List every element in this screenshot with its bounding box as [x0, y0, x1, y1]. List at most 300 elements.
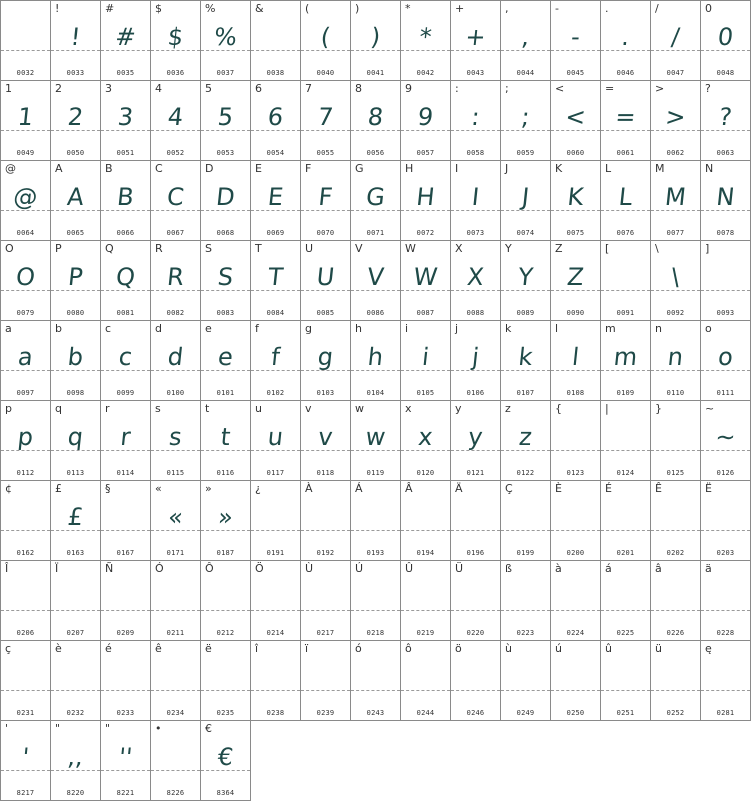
font-glyph: K: [566, 183, 585, 211]
reference-character: p: [5, 402, 12, 415]
reference-character: h: [355, 322, 362, 335]
reference-character: z: [505, 402, 511, 415]
glyph-cell: [400, 160, 451, 241]
character-code: 0105: [416, 389, 435, 397]
baseline-guide: [401, 370, 450, 371]
reference-character: ü: [655, 642, 662, 655]
character-code: 0238: [266, 709, 285, 717]
reference-character: f: [255, 322, 259, 335]
character-code: 0035: [116, 69, 135, 77]
baseline-guide: [151, 130, 200, 131]
reference-character: Ü: [455, 562, 464, 575]
baseline-guide: [201, 370, 250, 371]
font-glyph: 0: [716, 23, 735, 51]
font-glyph: W: [412, 263, 439, 291]
baseline-guide: [1, 770, 50, 771]
glyph-cell: [150, 480, 201, 561]
baseline-guide: [1, 50, 50, 51]
font-glyph: .: [620, 23, 631, 51]
reference-character: y: [455, 402, 462, 415]
baseline-guide: [701, 130, 750, 131]
character-code: 0111: [716, 389, 735, 397]
reference-character: Q: [105, 242, 114, 255]
reference-character: À: [305, 482, 313, 495]
font-glyph: N: [715, 183, 736, 211]
glyph-cell: [0, 320, 51, 401]
glyph-cell: [250, 0, 301, 81]
character-code: 0061: [616, 149, 635, 157]
character-code: 0104: [366, 389, 385, 397]
reference-character: 0: [705, 2, 712, 15]
character-code: 0109: [616, 389, 635, 397]
reference-character: Ó: [155, 562, 164, 575]
baseline-guide: [51, 210, 100, 211]
reference-character: E: [255, 162, 262, 175]
baseline-guide: [1, 290, 50, 291]
glyph-cell: [650, 160, 701, 241]
character-code: 0060: [566, 149, 585, 157]
character-code: 0116: [216, 469, 235, 477]
font-glyph: ): [369, 23, 382, 51]
baseline-guide: [51, 370, 100, 371]
reference-character: «: [155, 482, 162, 495]
character-code: 0051: [116, 149, 135, 157]
baseline-guide: [251, 530, 300, 531]
glyph-cell: [500, 640, 551, 721]
reference-character: P: [55, 242, 62, 255]
character-code: 0080: [66, 309, 85, 317]
reference-character: 2: [55, 82, 62, 95]
glyph-cell: [500, 80, 551, 161]
baseline-guide: [551, 530, 600, 531]
baseline-guide: [1, 450, 50, 451]
character-code: 0037: [216, 69, 235, 77]
font-glyph: <: [563, 103, 588, 131]
reference-character: ö: [455, 642, 462, 655]
baseline-guide: [151, 770, 200, 771]
character-code: 0226: [666, 629, 685, 637]
reference-character: m: [605, 322, 616, 335]
glyph-cell: [100, 720, 151, 801]
reference-character: •: [155, 722, 162, 735]
character-code: 0082: [166, 309, 185, 317]
character-code: 0194: [416, 549, 435, 557]
reference-character: ': [5, 722, 9, 735]
glyph-cell: [100, 480, 151, 561]
font-glyph: a: [16, 343, 35, 371]
font-glyph: l: [570, 343, 581, 371]
character-code: 0074: [516, 229, 535, 237]
reference-character: c: [105, 322, 112, 335]
baseline-guide: [701, 610, 750, 611]
font-glyph: A: [65, 183, 86, 211]
character-code: 0207: [66, 629, 85, 637]
reference-character: M: [655, 162, 665, 175]
glyph-cell: [700, 400, 751, 481]
font-glyph: q: [66, 423, 85, 451]
character-code: 0112: [16, 469, 35, 477]
baseline-guide: [701, 290, 750, 291]
reference-character: ê: [155, 642, 162, 655]
font-glyph: -: [569, 23, 582, 51]
font-glyph: 8: [366, 103, 385, 131]
baseline-guide: [301, 690, 350, 691]
baseline-guide: [151, 210, 200, 211]
font-glyph: c: [117, 343, 134, 371]
glyph-cell: [550, 320, 601, 401]
glyph-cell: [400, 320, 451, 401]
glyph-cell: [0, 640, 51, 721]
glyph-cell: [300, 320, 351, 401]
baseline-guide: [451, 130, 500, 131]
reference-character: ę: [705, 642, 712, 655]
font-glyph: y: [466, 423, 485, 451]
font-glyph: d: [166, 343, 185, 371]
reference-character: v: [305, 402, 312, 415]
font-glyph: i: [420, 343, 431, 371]
reference-character: /: [655, 2, 659, 15]
glyph-cell: [200, 160, 251, 241]
glyph-cell: [650, 240, 701, 321]
font-glyph: 1: [16, 103, 35, 131]
glyph-cell: [550, 560, 601, 641]
character-code: 0163: [66, 549, 85, 557]
reference-character: 8: [355, 82, 362, 95]
character-code: 0122: [516, 469, 535, 477]
character-code: 0090: [566, 309, 585, 317]
reference-character: É: [605, 482, 612, 495]
character-code: 0081: [116, 309, 135, 317]
reference-character: ë: [205, 642, 212, 655]
reference-character: !: [55, 2, 60, 15]
reference-character: Y: [505, 242, 512, 255]
character-code: 0040: [316, 69, 335, 77]
baseline-guide: [401, 50, 450, 51]
glyph-cell: [700, 240, 751, 321]
character-code: 0249: [516, 709, 535, 717]
character-code: 0086: [366, 309, 385, 317]
glyph-cell: [0, 400, 51, 481]
character-code: 0225: [616, 629, 635, 637]
character-code: 0044: [516, 69, 535, 77]
font-glyph: u: [266, 423, 285, 451]
character-code: 0193: [366, 549, 385, 557]
glyph-cell: [400, 480, 451, 561]
reference-character: 9: [405, 82, 412, 95]
baseline-guide: [51, 130, 100, 131]
baseline-guide: [1, 370, 50, 371]
baseline-guide: [601, 370, 650, 371]
glyph-cell: [100, 560, 151, 641]
glyph-cell: [450, 240, 501, 321]
baseline-guide: [301, 610, 350, 611]
baseline-guide: [51, 530, 100, 531]
character-code: 0251: [616, 709, 635, 717]
glyph-cell: [650, 560, 701, 641]
font-glyph: k: [517, 343, 534, 371]
reference-character: ß: [505, 562, 512, 575]
reference-character: i: [405, 322, 409, 335]
reference-character: T: [255, 242, 262, 255]
font-glyph: J: [520, 183, 531, 211]
reference-character: U: [305, 242, 314, 255]
glyph-cell: [600, 560, 651, 641]
glyph-cell: [350, 400, 401, 481]
font-glyph: +: [463, 23, 488, 51]
baseline-guide: [151, 690, 200, 691]
glyph-cell: [700, 80, 751, 161]
reference-character: D: [205, 162, 214, 175]
baseline-guide: [601, 210, 650, 211]
baseline-guide: [301, 530, 350, 531]
font-glyph: =: [613, 103, 638, 131]
baseline-guide: [601, 690, 650, 691]
glyph-cell: [300, 560, 351, 641]
glyph-cell: [100, 160, 151, 241]
baseline-guide: [501, 530, 550, 531]
reference-character: ~: [705, 402, 715, 415]
glyph-cell: [500, 560, 551, 641]
reference-character: ô: [405, 642, 412, 655]
reference-character: w: [355, 402, 364, 415]
glyph-cell: [650, 480, 701, 561]
character-code: 0217: [316, 629, 335, 637]
glyph-cell: [250, 160, 301, 241]
baseline-guide: [201, 450, 250, 451]
character-code: 0076: [616, 229, 635, 237]
reference-character: î: [255, 642, 259, 655]
character-code: 0069: [266, 229, 285, 237]
baseline-guide: [201, 50, 250, 51]
character-code: 0231: [16, 709, 35, 717]
font-glyph: 4: [166, 103, 185, 131]
character-code: 0118: [316, 469, 335, 477]
baseline-guide: [451, 50, 500, 51]
glyph-cell: [0, 240, 51, 321]
glyph-cell: [600, 0, 651, 81]
reference-character: ä: [705, 562, 712, 575]
reference-character: |: [605, 402, 609, 415]
baseline-guide: [51, 770, 100, 771]
reference-character: ï: [305, 642, 309, 655]
character-code: 0056: [366, 149, 385, 157]
reference-character: §: [105, 482, 111, 495]
glyph-cell: [350, 480, 401, 561]
character-code: 0085: [316, 309, 335, 317]
character-code: 0192: [316, 549, 335, 557]
baseline-guide: [701, 450, 750, 451]
baseline-guide: [401, 690, 450, 691]
baseline-guide: [551, 370, 600, 371]
reference-character: â: [655, 562, 662, 575]
font-glyph: O: [14, 263, 37, 291]
reference-character: t: [205, 402, 210, 415]
reference-character: +: [455, 2, 465, 15]
character-code: 0199: [516, 549, 535, 557]
font-glyph: m: [612, 343, 639, 371]
reference-character: K: [555, 162, 563, 175]
reference-character: Ç: [505, 482, 513, 495]
glyph-cell: [100, 80, 151, 161]
baseline-guide: [651, 450, 700, 451]
glyph-cell: [0, 160, 51, 241]
baseline-guide: [351, 450, 400, 451]
font-glyph: >: [663, 103, 688, 131]
reference-character: ¿: [255, 482, 261, 495]
glyph-cell: [0, 0, 51, 81]
character-code: 0233: [116, 709, 135, 717]
reference-character: Û: [405, 562, 414, 575]
font-glyph: @: [12, 183, 39, 211]
character-code: 0057: [416, 149, 435, 157]
baseline-guide: [301, 210, 350, 211]
glyph-cell: [700, 640, 751, 721]
character-code: 0100: [166, 389, 185, 397]
glyph-cell: [50, 160, 101, 241]
reference-character: F: [305, 162, 312, 175]
font-glyph: %: [212, 23, 239, 51]
character-code: 0087: [416, 309, 435, 317]
character-code: 0097: [16, 389, 35, 397]
baseline-guide: [251, 210, 300, 211]
character-code: 0214: [266, 629, 285, 637]
reference-character: (: [305, 2, 310, 15]
font-glyph: E: [266, 183, 285, 211]
reference-character: £: [55, 482, 62, 495]
glyph-cell: [650, 640, 701, 721]
baseline-guide: [401, 210, 450, 211]
glyph-cell: [450, 480, 501, 561]
glyph-cell: [0, 80, 51, 161]
font-glyph: ': [20, 743, 31, 771]
baseline-guide: [651, 690, 700, 691]
reference-character: é: [105, 642, 112, 655]
baseline-guide: [101, 210, 150, 211]
baseline-guide: [1, 530, 50, 531]
glyph-cell: [250, 560, 301, 641]
character-code: 8226: [166, 789, 185, 797]
glyph-cell: [200, 400, 251, 481]
baseline-guide: [51, 450, 100, 451]
font-glyph: R: [165, 263, 186, 291]
baseline-guide: [201, 210, 250, 211]
reference-character: Ú: [355, 562, 364, 575]
character-code: 0032: [16, 69, 35, 77]
glyph-cell: [300, 240, 351, 321]
character-code: 0064: [16, 229, 35, 237]
font-glyph: 2: [66, 103, 85, 131]
baseline-guide: [651, 530, 700, 531]
glyph-cell: [100, 400, 151, 481]
glyph-cell: [550, 0, 601, 81]
character-code: 0052: [166, 149, 185, 157]
character-code: 0053: [216, 149, 235, 157]
glyph-cell: [50, 640, 101, 721]
baseline-guide: [351, 530, 400, 531]
character-code: 0232: [66, 709, 85, 717]
character-code: 0106: [466, 389, 485, 397]
glyph-cell: [600, 480, 651, 561]
character-code: 0167: [116, 549, 135, 557]
reference-character: ?: [705, 82, 711, 95]
baseline-guide: [101, 50, 150, 51]
glyph-cell: [150, 160, 201, 241]
character-code: 0098: [66, 389, 85, 397]
font-glyph: j: [470, 343, 481, 371]
baseline-guide: [101, 770, 150, 771]
font-glyph: V: [365, 263, 386, 291]
reference-character: ]: [705, 242, 710, 255]
character-code: 0281: [716, 709, 735, 717]
glyph-cell: [550, 80, 601, 161]
font-glyph: G: [364, 183, 387, 211]
baseline-guide: [601, 290, 650, 291]
glyph-cell: [50, 720, 101, 801]
character-code: 0220: [466, 629, 485, 637]
baseline-guide: [251, 610, 300, 611]
glyph-cell: [450, 0, 501, 81]
baseline-guide: [601, 530, 650, 531]
font-glyph: L: [617, 183, 634, 211]
character-code: 0075: [566, 229, 585, 237]
glyph-cell: [350, 320, 401, 401]
reference-character: C: [155, 162, 163, 175]
glyph-cell: [50, 240, 101, 321]
baseline-guide: [451, 210, 500, 211]
glyph-cell: [650, 400, 701, 481]
character-code: 0045: [566, 69, 585, 77]
baseline-guide: [301, 370, 350, 371]
reference-character: k: [505, 322, 512, 335]
glyph-cell: [500, 240, 551, 321]
character-code: 0078: [716, 229, 735, 237]
character-code: 0042: [416, 69, 435, 77]
glyph-cell: [700, 0, 751, 81]
glyph-cell: [200, 560, 251, 641]
glyph-cell: [300, 80, 351, 161]
baseline-guide: [451, 450, 500, 451]
glyph-cell: [200, 240, 251, 321]
baseline-guide: [501, 450, 550, 451]
font-glyph: e: [216, 343, 235, 371]
glyph-cell: [150, 640, 201, 721]
glyph-cell: [100, 0, 151, 81]
font-glyph: Z: [565, 263, 586, 291]
baseline-guide: [351, 210, 400, 211]
baseline-guide: [651, 210, 700, 211]
character-code: 8221: [116, 789, 135, 797]
reference-character: .: [605, 2, 609, 15]
glyph-cell: [350, 640, 401, 721]
font-glyph: ,: [520, 23, 531, 51]
reference-character: n: [655, 322, 662, 335]
baseline-guide: [51, 50, 100, 51]
reference-character: &: [255, 2, 264, 15]
glyph-cell: [250, 480, 301, 561]
baseline-guide: [501, 690, 550, 691]
character-code: 0115: [166, 469, 185, 477]
baseline-guide: [351, 130, 400, 131]
glyph-cell: [150, 720, 201, 801]
glyph-cell: [700, 560, 751, 641]
glyph-cell: [300, 640, 351, 721]
character-code: 0043: [466, 69, 485, 77]
font-glyph: B: [115, 183, 136, 211]
character-code: 0239: [316, 709, 335, 717]
glyph-cell: [150, 0, 201, 81]
character-code: 0088: [466, 309, 485, 317]
reference-character: ç: [5, 642, 12, 655]
